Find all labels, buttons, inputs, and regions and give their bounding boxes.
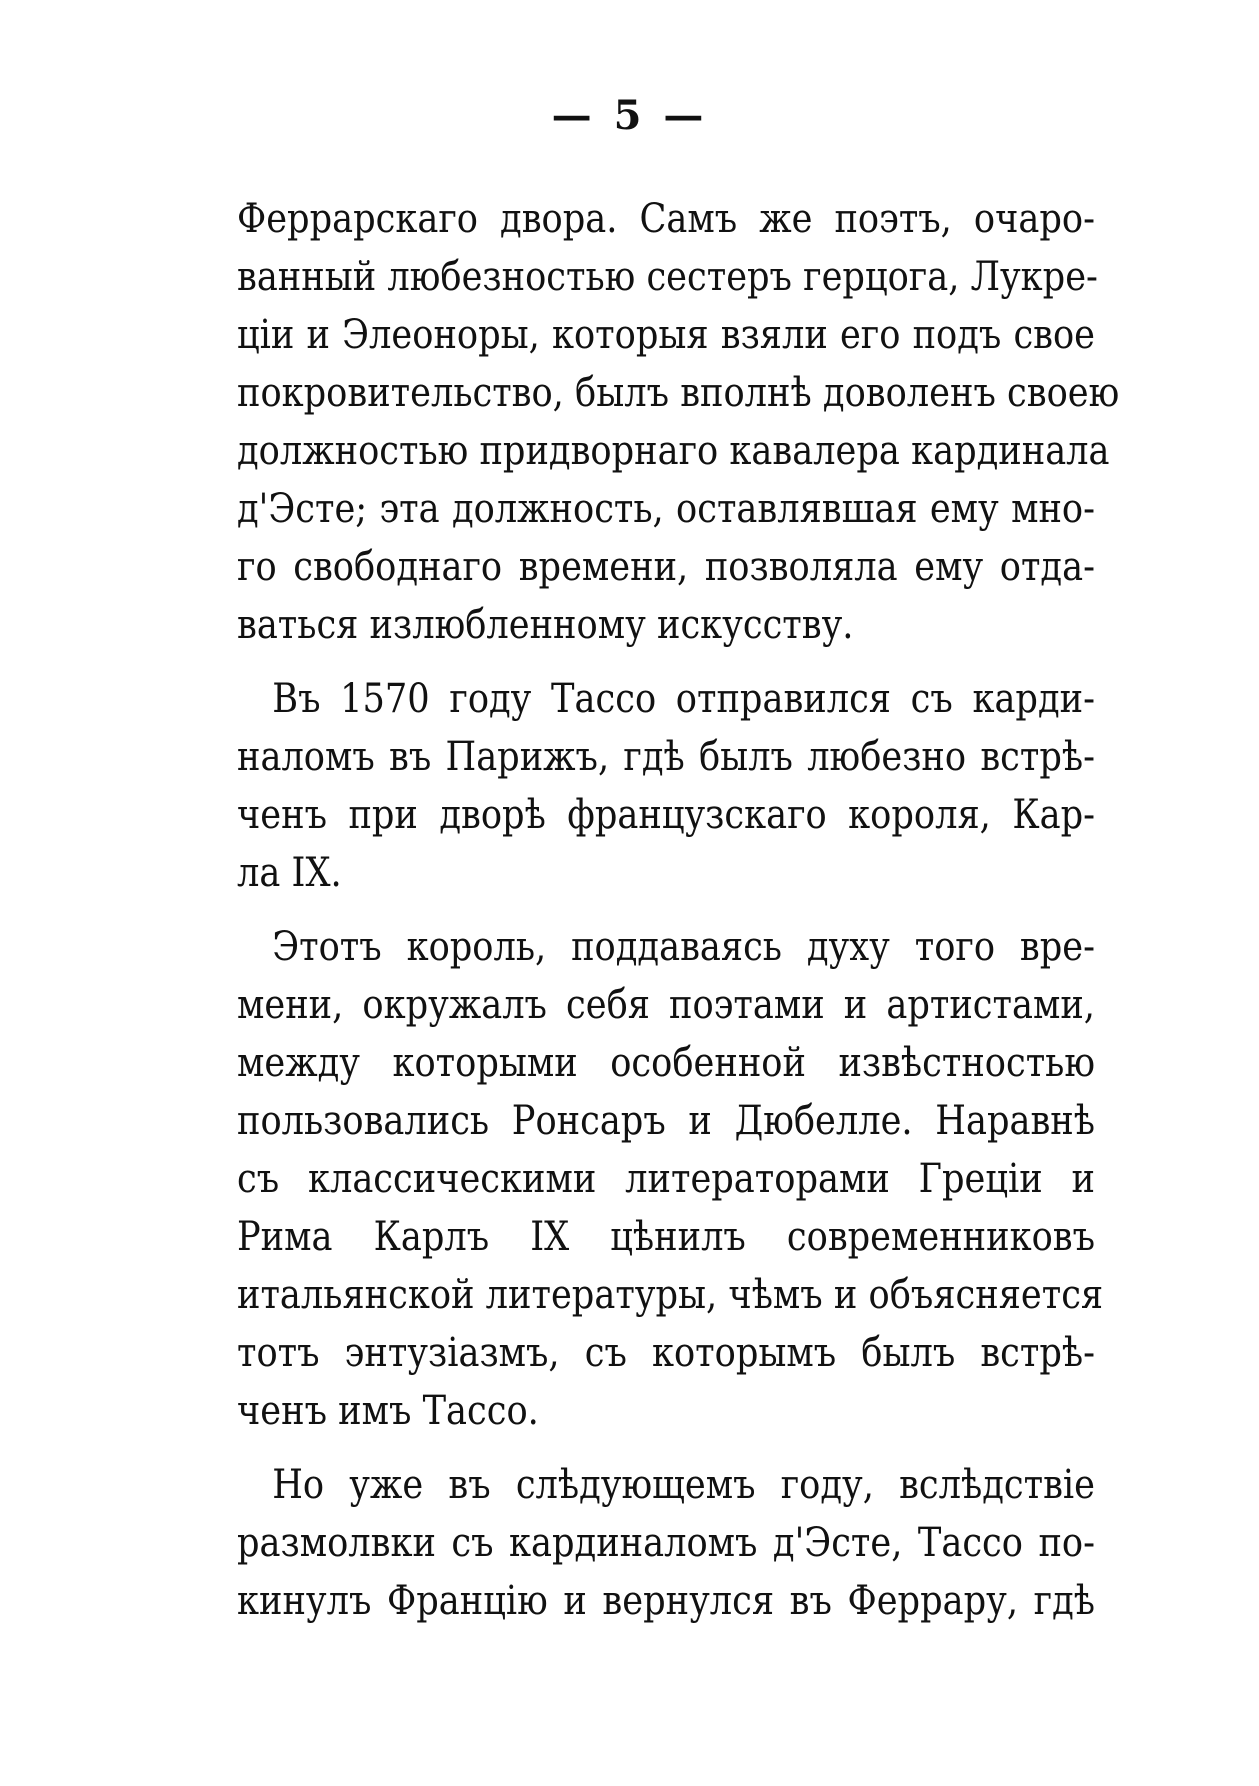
text-line: итальянской литературы, чѣмъ и объясняется [237,1272,1104,1318]
text-line: ціи и Элеоноры, которыя взяли его подъ свое [237,312,1095,358]
text-line: тотъ энтузіазмъ, съ которымъ былъ встрѣ- [237,1330,1095,1376]
text-line: ла IX. [237,850,342,896]
text-line: Въ 1570 году Тассо отправился съ карди- [272,676,1095,722]
text-line: ваться излюбленному искусству. [237,602,854,648]
text-line: покровительство, былъ вполнѣ доволенъ своею [237,370,1120,416]
text-line: д'Эсте; эта должность, оставлявшая ему мно- [237,486,1095,532]
text-line: между которыми особенной извѣстностью [237,1040,1095,1086]
text-line: съ классическими литераторами Греціи и [237,1156,1095,1202]
text-line: размолвки съ кардиналомъ д'Эсте, Тассо по- [237,1520,1095,1566]
paragraph-1 [237,190,1120,654]
paragraph-3 [237,918,1104,1440]
paragraph-4 [237,1456,1095,1630]
text-line: кинулъ Францію и вернулся въ Феррару, гдѣ [237,1578,1095,1624]
text-line: го свободнаго времени, позволяла ему отда- [237,544,1095,590]
text-line: Но уже въ слѣдующемъ году, вслѣдствіе [272,1462,1095,1508]
text-line: Рима Карлъ IX цѣнилъ современниковъ [237,1214,1095,1260]
text-line: ванный любезностью сестеръ герцога, Лукре- [237,254,1098,300]
text-line: Феррарскаго двора. Самъ же поэтъ, очаро- [237,196,1095,242]
page-number: — 5 — [551,92,708,139]
text-line: ченъ при дворѣ французскаго короля, Кар- [237,792,1095,838]
paragraph-2 [237,670,1095,902]
text-line: пользовались Ронсаръ и Дюбелле. Наравнѣ [237,1098,1095,1144]
text-line: мени, окружалъ себя поэтами и артистами, [237,982,1095,1028]
text-line: должностью придворнаго кавалера кардинала [237,428,1110,474]
body-text [237,190,1120,1630]
text-line: наломъ въ Парижъ, гдѣ былъ любезно встрѣ- [237,734,1095,780]
text-line: ченъ имъ Тассо. [237,1388,539,1434]
text-line: Этотъ король, поддаваясь духу того вре- [272,924,1095,970]
